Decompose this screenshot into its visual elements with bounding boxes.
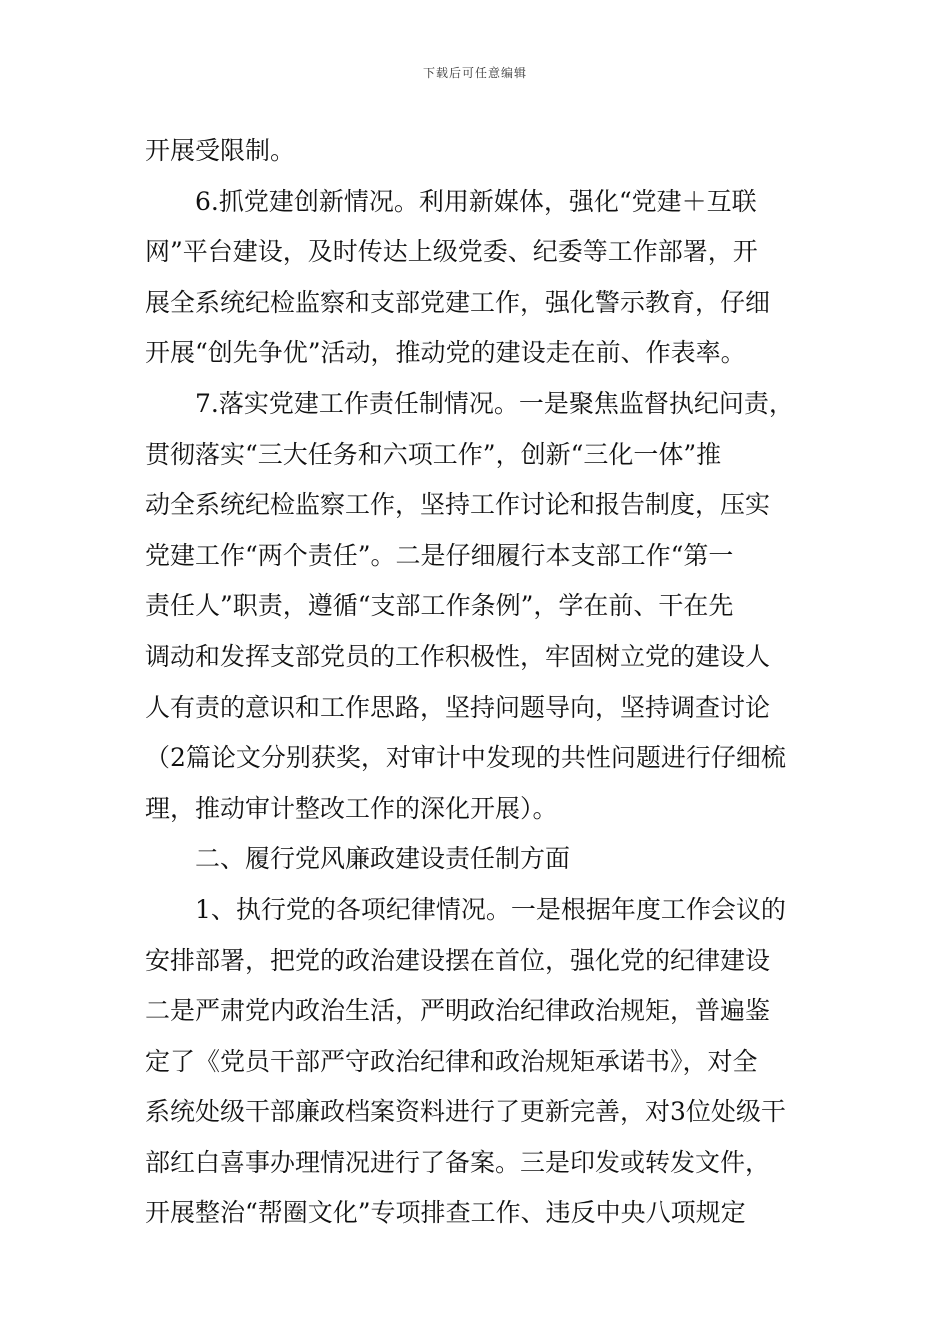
text-line: 贯彻落实“三大任务和六项工作”，创新“三化一体”推 [145,439,722,469]
text-line: 开展受限制。 [145,136,296,165]
text-line: 展全系统纪检监察和支部党建工作，强化警示教育，仔细 [145,287,771,317]
text-line: 责任人”职责，遵循“支部工作条例”，学在前、干在先 [145,591,734,621]
text-line: 开展整治“帮圈文化”专项排查工作、违反中央八项规定 [145,1198,746,1228]
text-line: 安排部署，把党的政治建设摆在首位，强化党的纪律建设 [145,945,771,975]
text-line: 二是严肃党内政治生活，严明政治纪律政治规矩，普遍鉴 [145,996,771,1026]
text-line: 系统处级干部廉政档案资料进行了更新完善，对3位处级干 [145,1097,786,1127]
text-line: 1、执行党的各项纪律情况。一是根据年度工作会议的 [195,894,786,924]
text-line: 定了《党员干部严守政治纪律和政治规矩承诺书》，对全 [145,1046,758,1076]
text-line: （2篇论文分别获奖，对审计中发现的共性问题进行仔细梳 [145,743,786,773]
body-text [145,126,805,1239]
text-line: 网”平台建设，及时传达上级党委、纪委等工作部署，开 [145,237,758,267]
text-line: 部红白喜事办理情况进行了备案。三是印发或转发文件， [145,1147,771,1177]
page-header: 下载后可任意编辑 [422,66,527,80]
text-line: 人有责的意识和工作思路，坚持问题导向，坚持调查讨论 [145,692,771,722]
text-line: 党建工作“两个责任”。二是仔细履行本支部工作“第一 [145,540,734,570]
text-line: 7.落实党建工作责任制情况。一是聚焦监督执纪问责， [195,388,794,418]
text-line: 调动和发挥支部党员的工作积极性，牢固树立党的建设人 [145,641,771,671]
text-line: 理，推动审计整改工作的深化开展）。 [145,793,558,823]
text-line: 二、履行党风廉政建设责任制方面 [195,844,571,874]
text-line: 开展“创先争优”活动，推动党的建设走在前、作表率。 [145,338,746,368]
text-line: 动全系统纪检监察工作，坚持工作讨论和报告制度，压实 [145,490,771,520]
text-line: 6.抓党建创新情况。利用新媒体，强化“党建＋互联 [195,186,757,216]
